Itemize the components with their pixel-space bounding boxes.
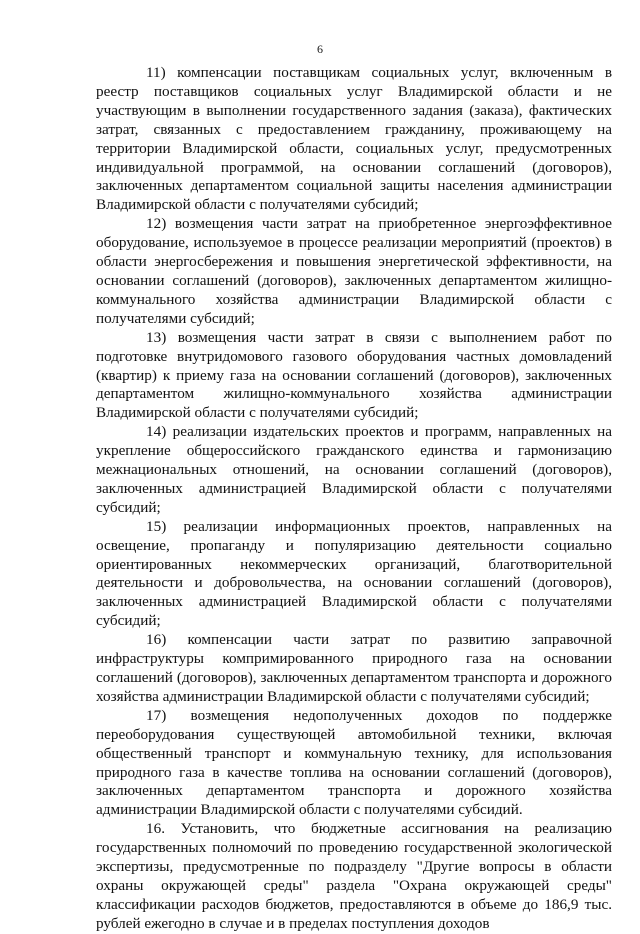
paragraph-item-11: 11) компенсации поставщикам социальных услуг, включенным в реестр поставщиков социальных услуг Владимирской области и не участвующим в выполнении государственного задания (заказа), фактических затрат, связанных с предоставлением гражданину, проживающему на территории Владимирской области, социальных услуг, предусмотренных индивидуальной программой, на основании соглашений (договоров), заключенных департаментом социальной защиты населения администрации Владимирской области с получателями субсидий; [96, 64, 612, 214]
paragraph-item-16: 16) компенсации части затрат по развитию заправочной инфраструктуры компримированного природного газа на основании соглашений (договоров), заключенных департаментом транспорта и дорожного хозяйства администрации Владимирской области с получателями субсидий; [96, 631, 612, 705]
paragraph-item-13: 13) возмещения части затрат в связи с выполнением работ по подготовке внутридомового газового оборудования частных домовладений (квартир) к приему газа на основании соглашений (договоров), заключенных департаментом жилищно-коммунального хозяйства администрации Владимирской области с получателями субсидий; [96, 328, 612, 422]
paragraph-item-12: 12) возмещения части затрат на приобретенное энергоэффективное оборудование, используемое в процессе реализации мероприятий (проектов) в области энергосбережения и повышения энергетической эффективности, на основании соглашений (договоров), заключенных департаментом жилищно-коммунального хозяйства администрации Владимирской области с получателями субсидий; [96, 215, 612, 327]
paragraph-item-17: 17) возмещения недополученных доходов по поддержке переоборудования существующей автомобильной техники, включая общественный транспорт и коммунальную технику, для использования природного газа в качестве топлива на основании соглашений (договоров), заключенных департаментом транспорта и дорожного хозяйства администрации Владимирской области с получателями субсидий. [96, 706, 612, 819]
paragraph-section-16: 16. Установить, что бюджетные ассигнования на реализацию государственных полномочий по проведению государственной экологической экспертизы, предусмотренные по подразделу "Другие вопросы в области охраны окружающей среды" раздела "Охрана окружающей среды" классификации расходов бюджетов, предоставляются в объеме до 186,9 тыс. рублей ежегодно в случае и в пределах поступления доходов [96, 820, 612, 932]
paragraph-item-15: 15) реализации информационных проектов, направленных на освещение, пропаганду и популяризацию деятельности социально ориентированных некоммерческих организаций, благотворительной деятельности и добровольчества, на основании соглашений (договоров), заключенных администрацией Владимирской области с получателями субсидий; [96, 517, 612, 630]
document-body [96, 64, 612, 934]
page-number: 6 [317, 42, 323, 56]
paragraph-item-14: 14) реализации издательских проектов и программ, направленных на укрепление общероссийского гражданского единства и гармонизацию межнациональных отношений, на основании соглашений (договоров), заключенных администрацией Владимирской области с получателями субсидий; [96, 423, 612, 516]
